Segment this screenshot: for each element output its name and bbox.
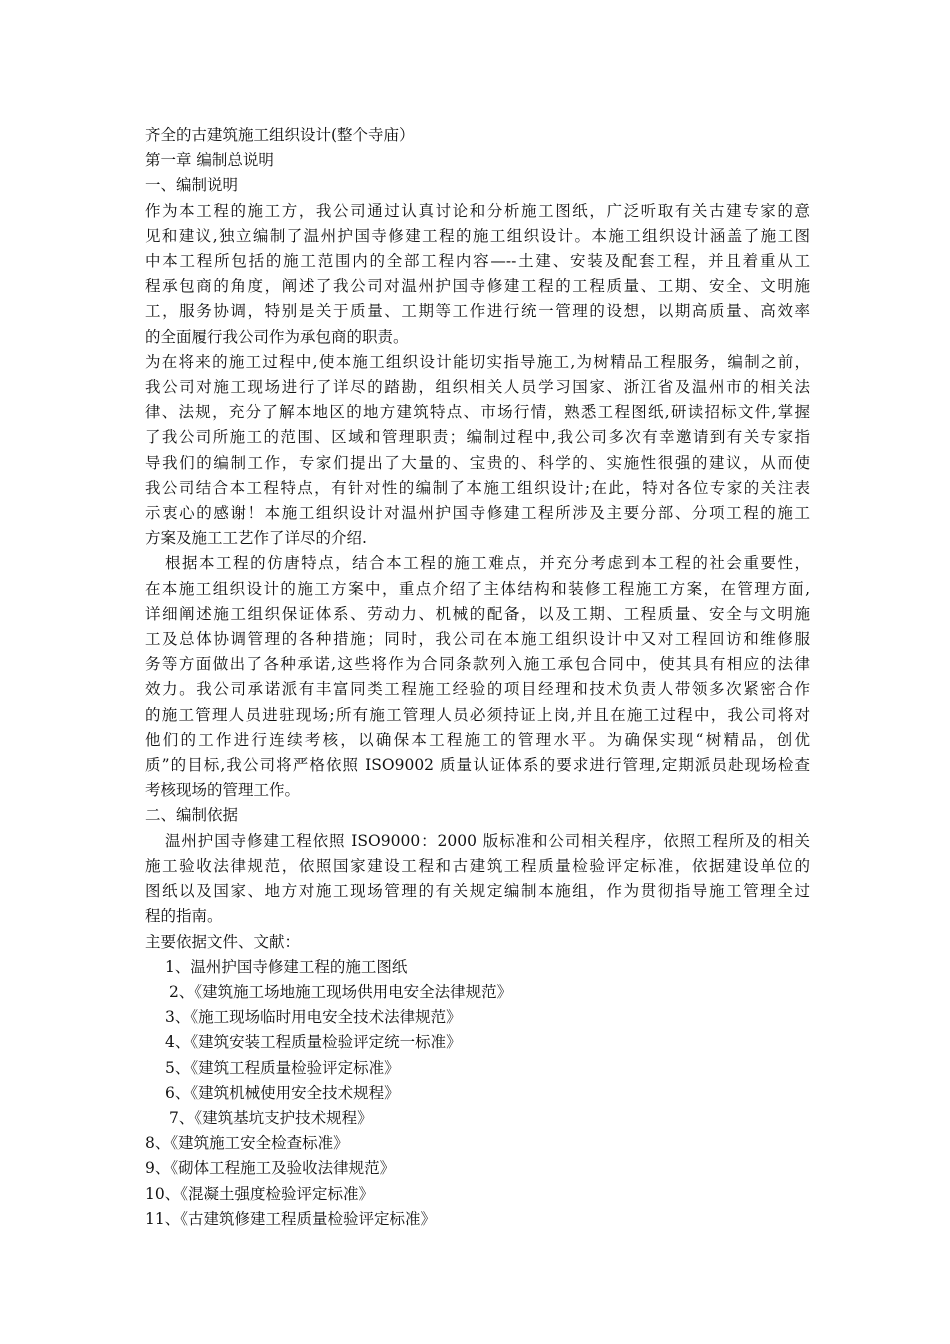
document-body bbox=[145, 123, 810, 1232]
text-line: 质”的目标,我公司将严格依照 ISO9002 质量认证体系的要求进行管理,定期派员赴现场检查 bbox=[145, 756, 810, 775]
text-line: 我公司结合本工程特点，有针对性的编制了本施工组织设计;在此，特对各位专家的关注表 bbox=[145, 478, 810, 497]
text-line: 考核现场的管理工作。 bbox=[145, 781, 301, 800]
list-item: 8、《建筑施工安全检查标准》 bbox=[145, 1134, 349, 1153]
references-list bbox=[145, 955, 810, 1232]
list-item: 6、《建筑机械使用安全技术规程》 bbox=[165, 1083, 400, 1102]
paragraph-2 bbox=[145, 350, 810, 552]
list-item: 11、《古建筑修建工程质量检验评定标准》 bbox=[145, 1209, 436, 1228]
paragraph-4 bbox=[145, 829, 810, 930]
text-line: 在本施工组织设计的施工方案中，重点介绍了主体结构和装修工程施工方案，在管理方面, bbox=[145, 579, 810, 598]
paragraph-3 bbox=[145, 551, 810, 803]
list-item: 4、《建筑安装工程质量检验评定统一标准》 bbox=[165, 1033, 462, 1052]
section-heading-1: 一、编制说明 bbox=[145, 176, 239, 195]
text-line: 方案及施工工艺作了详尽的介绍. bbox=[145, 529, 367, 548]
text-line: 为在将来的施工过程中,使本施工组织设计能切实指导施工,为树精品工程服务，编制之前， bbox=[145, 352, 810, 371]
text-line: 的全面履行我公司作为承包商的职责。 bbox=[145, 327, 409, 346]
list-item: 9、《砌体工程施工及验收法律规范》 bbox=[145, 1159, 396, 1178]
text-line: 效力。我公司承诺派有丰富同类工程施工经验的项目经理和技术负责人带领多次紧密合作 bbox=[145, 680, 810, 699]
list-item: 5、《建筑工程质量检验评定标准》 bbox=[165, 1058, 400, 1077]
list-item: 10、《混凝土强度检验评定标准》 bbox=[145, 1184, 374, 1203]
text-line: 施工验收法律规范，依照国家建设工程和古建筑工程质量检验评定标准，依据建设单位的 bbox=[145, 856, 810, 875]
section-heading-2: 二、编制依据 bbox=[145, 806, 239, 825]
text-line: 律、法规，充分了解本地区的地方建筑特点、市场行情，熟悉工程图纸,研读招标文件,掌握 bbox=[145, 403, 810, 422]
text-line: 中本工程所包括的施工范围内的全部工程内容—--土建、安装及配套工程，并且着重从工 bbox=[145, 252, 810, 271]
text-line: 示衷心的感谢！本施工组织设计对温州护国寺修建工程所涉及主要分部、分项工程的施工 bbox=[145, 504, 810, 523]
text-line: 详细阐述施工组织保证体系、劳动力、机械的配备，以及工期、工程质量、安全与文明施 bbox=[145, 604, 810, 623]
text-line: 他们的工作进行连续考核，以确保本工程施工的管理水平。为确保实现“树精品，创优 bbox=[145, 730, 810, 749]
paragraph-1 bbox=[145, 199, 810, 350]
list-item: 2、《建筑施工场地施工现场供用电安全法律规范》 bbox=[169, 982, 513, 1001]
text-line: 导我们的编制工作，专家们提出了大量的、宝贵的、科学的、实施性很强的建议，从而使 bbox=[145, 453, 810, 472]
text-line: 工及总体协调管理的各种措施；同时，我公司在本施工组织设计中又对工程回访和维修服 bbox=[145, 630, 810, 649]
text-line: 的施工管理人员进驻现场;所有施工管理人员必须持证上岗,并且在施工过程中，我公司将对 bbox=[145, 705, 810, 724]
text-line: 程承包商的角度，阐述了我公司对温州护国寺修建工程的工程质量、工期、安全、文明施 bbox=[145, 277, 810, 296]
list-item: 7、《建筑基坑支护技术规程》 bbox=[169, 1108, 373, 1127]
text-line: 根据本工程的仿唐特点，结合本工程的施工难点，并充分考虑到本工程的社会重要性， bbox=[165, 554, 810, 573]
references-heading: 主要依据文件、文献： bbox=[145, 932, 301, 951]
chapter-heading: 第一章 编制总说明 bbox=[145, 151, 274, 170]
text-line: 工，服务协调，特别是关于质量、工期等工作进行统一管理的设想，以期高质量、高效率 bbox=[145, 302, 810, 321]
list-item: 3、《施工现场临时用电安全技术法律规范》 bbox=[165, 1008, 462, 1027]
text-line: 我公司对施工现场进行了详尽的踏勘，组织相关人员学习国家、浙江省及温州市的相关法 bbox=[145, 378, 810, 397]
text-line: 见和建议,独立编制了温州护国寺修建工程的施工组织设计。本施工组织设计涵盖了施工图 bbox=[145, 226, 810, 245]
text-line: 程的指南。 bbox=[145, 907, 223, 926]
list-item: 1、温州护国寺修建工程的施工图纸 bbox=[165, 957, 408, 976]
text-line: 了我公司所施工的范围、区域和管理职责；编制过程中,我公司多次有幸邀请到有关专家指 bbox=[145, 428, 810, 447]
text-line: 温州护国寺修建工程依照 ISO9000：2000 版标准和公司相关程序，依照工程所及的相关 bbox=[165, 831, 810, 850]
text-line: 作为本工程的施工方，我公司通过认真讨论和分析施工图纸，广泛听取有关古建专家的意 bbox=[145, 201, 810, 220]
document-title: 齐全的古建筑施工组织设计(整个寺庙） bbox=[145, 126, 415, 144]
text-line: 务等方面做出了各种承诺,这些将作为合同条款列入施工承包合同中，使其具有相应的法律 bbox=[145, 655, 810, 674]
text-line: 图纸以及国家、地方对施工现场管理的有关规定编制本施组，作为贯彻指导施工管理全过 bbox=[145, 882, 810, 901]
